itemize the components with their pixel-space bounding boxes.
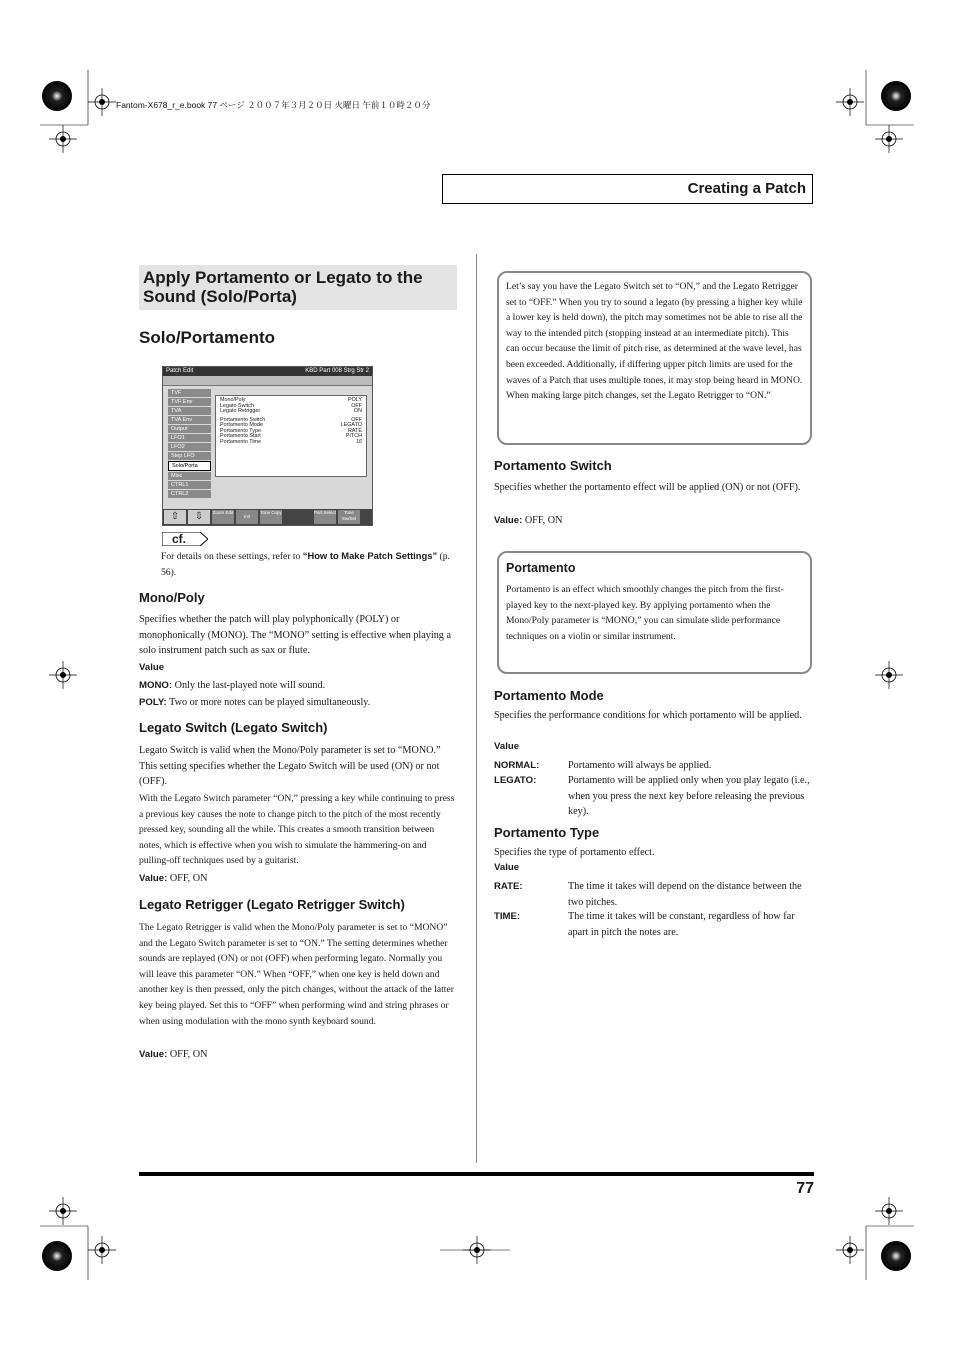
patch-edit-screen [162, 366, 373, 526]
portamento-switch-value: Value: OFF, ON [494, 515, 563, 526]
screen-menu-item[interactable]: Step LFO [168, 452, 211, 460]
legato-retrigger-heading: Legato Retrigger (Legato Retrigger Switch) [139, 897, 405, 912]
screen-menu-item[interactable]: Output [168, 425, 211, 433]
screen-title-bar [163, 367, 372, 376]
screen-menu-item[interactable]: TVF [168, 389, 211, 397]
section-title-line2: Sound (Solo/Porta) [143, 286, 297, 306]
arrow-down-icon[interactable]: ⇩ [188, 510, 210, 524]
mono-value-row: MONO: Only the last-played note will sound. [139, 680, 326, 691]
note-box [497, 271, 812, 445]
cf-link[interactable]: “How to Make Patch Settings” [302, 550, 438, 561]
mono-poly-value-label: Value [139, 662, 165, 673]
column-divider [476, 254, 477, 1163]
poly-value-row: POLY: Two or more notes can be played simultaneously. [139, 697, 371, 708]
screen-param-list [215, 395, 367, 477]
screen-menu-item[interactable]: TVF Env [168, 398, 211, 406]
screen-menu-item[interactable]: Misc [168, 472, 211, 480]
screen-button[interactable]: Zoom Edit [212, 510, 234, 524]
screen-button[interactable]: Part Select [314, 510, 336, 524]
screen-title: Patch Edit [166, 368, 194, 374]
portamento-mode-text: Specifies the performance conditions for which portamento will be applied. [494, 710, 802, 721]
screen-menu [168, 389, 211, 499]
subsection-title: Solo/Portamento [139, 328, 276, 347]
portamento-box-text: Portamento is an effect which smoothly changes the pitch from the first-played key to the next-played key. By applying portamento when the Mono/Poly parameter is “MONO,” you can simulate slide performance techniques on a violin or similar instrument. [506, 584, 784, 642]
screen-param-row[interactable]: Legato Switch OFF [220, 402, 362, 409]
screen-header-right: KBD Part 008 Strg Str 2 [305, 368, 369, 374]
portamento-type-heading: Portamento Type [494, 825, 600, 840]
footer-rule [139, 1172, 814, 1176]
portamento-mode-heading: Portamento Mode [494, 688, 604, 703]
screen-menu-item[interactable]: TVA [168, 407, 211, 415]
screen-param-row[interactable]: Portamento Switch OFF [220, 416, 362, 423]
page-number: 77 [796, 1180, 814, 1197]
screen-menu-item-selected[interactable]: Solo/Porta [168, 461, 211, 471]
screen-param-row[interactable]: Portamento Start PITCH [220, 433, 362, 439]
legato-retrigger-text: The Legato Retrigger is valid when the Mono/Poly parameter is set to “MONO” and the Legato Switch parameter is set to “ON.” The setting determines whether sounds are replayed (ON) or not (OFF) when performing legato. Normally you will leave this parameter “ON.” When “OFF,” when one key is held down and another key is then pressed, only the pitch changes, without the attack of the latter key being played. Set this to “OFF” when performing wind and string phrases or when using modulation with the mono synth keyboard sound. [139, 922, 454, 1027]
screen-param-row[interactable]: Portamento Mode LEGATO [220, 422, 362, 428]
screen-menu-item[interactable]: TVA Env [168, 416, 211, 424]
screen-menu-item[interactable]: LFO2 [168, 443, 211, 451]
portamento-type-text: Specifies the type of portamento effect. [494, 847, 655, 858]
portamento-type-row-rate: RATE: The time it takes will depend on the distance between the two pitches. [494, 881, 802, 908]
portamento-switch-text: Specifies whether the portamento effect will be applied (ON) or not (OFF). [494, 482, 801, 493]
screen-button[interactable]: Init [236, 510, 258, 524]
portamento-box [497, 551, 812, 674]
cf-text: For details on these settings, refer to “How to Make Patch Settings” (p. 56). [161, 550, 450, 578]
cf-icon [162, 532, 208, 546]
legato-switch-note: With the Legato Switch parameter “ON,” pressing a key while continuing to press a previous key causes the note to change pitch to the pitch of the most recently pressed key, sounding all the while. This creates a smooth transition between notes, which is effective when you wish to simulate the hammering-on and pulling-off techniques used by a guitarist. [139, 793, 455, 867]
screen-param-row[interactable]: Mono/Poly POLY [220, 397, 362, 403]
section-title [143, 269, 423, 306]
portamento-mode-value-label: Value [494, 741, 520, 752]
cf-label: cf. [172, 532, 187, 546]
screen-tab-row [163, 376, 372, 386]
portamento-mode-row-legato: LEGATO: Portamento will be applied only when you play legato (i.e., when you press the next key before releasing the previous key). [494, 775, 810, 818]
arrow-up-icon[interactable]: ⇧ [164, 510, 186, 524]
screen-menu-item[interactable]: CTRL1 [168, 481, 211, 489]
legato-switch-text: Legato Switch is valid when the Mono/Poly parameter is set to “MONO.” This setting specifies whether the Legato Switch will be used (ON) or not (OFF). [139, 745, 441, 788]
screen-button[interactable]: Tone Sw/Sel [338, 510, 360, 524]
portamento-mode-row-normal: NORMAL: Portamento will always be applied. [494, 760, 712, 771]
screen-button[interactable]: Tone Copy [260, 510, 282, 524]
legato-retrigger-value: Value: OFF, ON [139, 1049, 208, 1060]
legato-switch-value: Value: OFF, ON [139, 873, 208, 884]
mono-poly-text: Specifies whether the patch will play polyphonically (POLY) or monophonically (MONO). The “MONO” setting is effective when playing a solo instrument patch such as sax or flute. [139, 614, 451, 657]
chapter-title-box [442, 174, 813, 204]
screen-menu-item[interactable]: CTRL2 [168, 490, 211, 498]
section-title-box [139, 265, 457, 310]
portamento-type-row-time: TIME: The time it takes will be constant, regardless of how far apart in pitch the notes are. [494, 911, 795, 938]
mono-poly-heading: Mono/Poly [139, 590, 205, 605]
crop-header-text: Fantom-X678_r_e.book 77 ページ ２００７年３月２０日 火曜日 午前１０時２０分 [116, 100, 431, 110]
screen-menu-item[interactable]: LFO1 [168, 434, 211, 442]
screen-button-bar [163, 509, 372, 525]
portamento-switch-heading: Portamento Switch [494, 458, 612, 473]
portamento-box-title: Portamento [506, 561, 576, 575]
screen-param-row[interactable]: Portamento Time 16 [220, 438, 362, 445]
screen-param-row[interactable]: Legato Retrigger ON [220, 408, 362, 414]
chapter-title: Creating a Patch [687, 180, 806, 197]
note-box-text: Let’s say you have the Legato Switch set to “ON,” and the Legato Retrigger set to “OFF.” When you try to sound a legato (by pressing a higher key while a lower key is held down), the pitch may sometimes not be able to rise all the way to the intended pitch (stopping instead at an intermediate pitch). This can occur because the limit of pitch rise, as determined at the wave level, has been exceeded. Additionally, if differing upper pitch limits are used for the waves of a Patch that uses multiple tones, it may stop being heard in MONO. When making large pitch changes, set the Legato Retrigger to “ON.” [506, 281, 803, 402]
section-title-line1: Apply Portamento or Legato to the [143, 268, 423, 287]
legato-switch-heading: Legato Switch (Legato Switch) [139, 720, 328, 735]
portamento-type-value-label: Value [494, 862, 520, 873]
screen-button-spacer [284, 510, 312, 524]
screen-param-row[interactable]: Portamento Type RATE [220, 427, 362, 434]
